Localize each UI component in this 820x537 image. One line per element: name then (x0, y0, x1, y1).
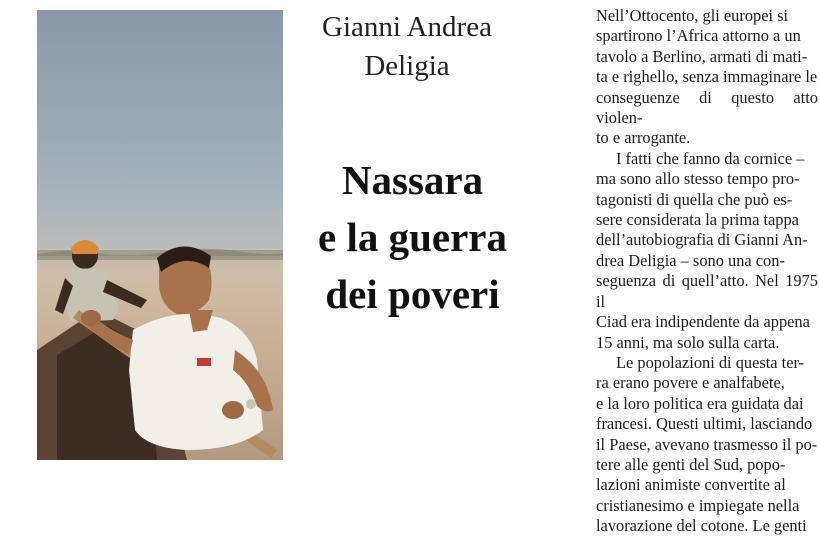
line: tere alle genti del Sud, popo- (596, 454, 786, 474)
book-title (280, 152, 545, 323)
line: lavorazione del cotone. Le genti (596, 516, 807, 536)
author-last-name: Deligia (364, 50, 450, 82)
author-first-name: Gianni Andrea (322, 11, 492, 43)
line: 15 anni, ma solo sulla carta. (596, 332, 780, 352)
cover-photo (37, 10, 283, 460)
line: Nell’Ottocento, gli europei si (596, 6, 789, 25)
line: lazioni animiste convertite al (596, 475, 786, 495)
line: to e arrogante. (596, 128, 691, 148)
title-line-2: e la guerra (318, 214, 507, 260)
synopsis-text (596, 6, 818, 537)
author-name (292, 8, 522, 86)
line: sere considerata la prima tappa (596, 210, 799, 230)
line: ta e righello, senza immaginare le (596, 67, 818, 87)
paragraph-3 (596, 353, 818, 537)
line: il Paese, avevano trasmesso il po- (596, 434, 818, 454)
line: Le popolazioni di questa ter- (616, 352, 805, 372)
line: Ciad era indipendente da appena (596, 312, 810, 332)
line: e la loro politica era guidata dai (596, 393, 804, 413)
line: ra erano povere e analfabete, (596, 373, 785, 393)
title-line-3: dei poveri (325, 271, 500, 317)
line: I fatti che fanno da cornice – (616, 148, 805, 168)
line: ma sono allo stesso tempo pro- (596, 169, 800, 189)
line: dell’autobiografia di Gianni An- (596, 230, 808, 250)
line: cristianesimo e impiegate nella (596, 495, 800, 515)
line: tavolo a Berlino, armati di mati- (596, 46, 808, 66)
line: tagonisti di quella che può es- (596, 189, 793, 209)
paragraph-2 (596, 149, 818, 353)
line: conseguenze di questo atto violen- (596, 87, 818, 128)
title-line-1: Nassara (341, 157, 484, 203)
line: spartirono l’Africa attorno a un (596, 26, 801, 46)
line: seguenza di quell’atto. Nel 1975 il (596, 271, 818, 311)
line: drea Deligia – sono una con- (596, 250, 785, 270)
paragraph-1 (596, 6, 818, 149)
line: francesi. Questi ultimi, lasciando (596, 414, 813, 434)
